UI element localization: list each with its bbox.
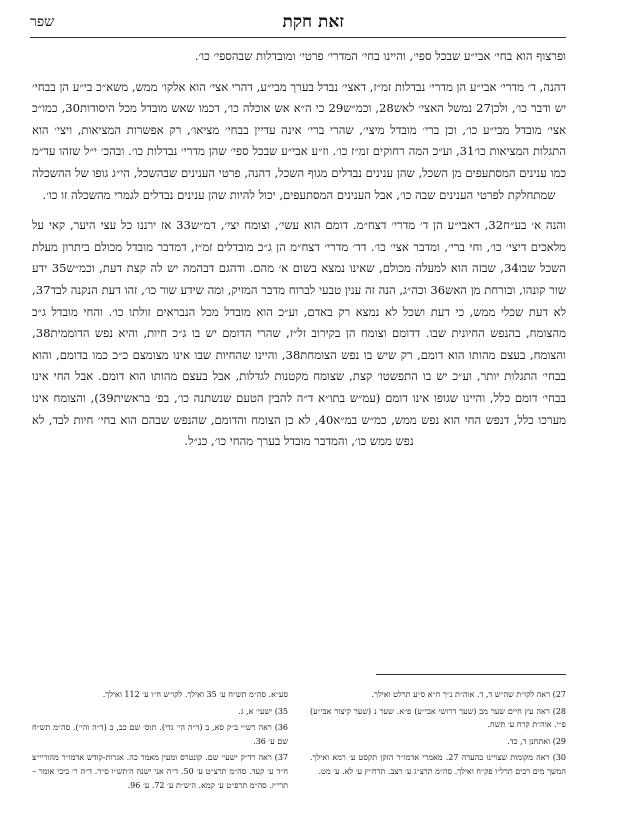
- footnote-rule: [376, 674, 566, 675]
- header-rule: [30, 37, 566, 38]
- paragraph-2: דהנה, ד׳ מדרי׳ אבי״ע הן מדרי׳ נבדלות זמ״ז, דאצי׳ נבדל בערך מבי״ע, דהרי אצי׳ הוא אלקו׳ ממש, משא״כ בי״ע הן בבחי׳ יש ודבר כו׳, ולכן27 נמשל האצי׳ לאש28, וכמ״ש29 כי ה״א אש אוכלה כו׳, דכמו שאש מובדל מכל היסודות30, כמו״כ אצי׳ מובדל מבי״ע כו׳, וכן ברי׳ מובדל מיצי׳, שהרי ברי׳ אינה עדיין בבחי׳ מציאו׳, רק אפשרות המציאות, ויצי׳ הוא התגלות המציאות כו׳31, וע״כ המה רחוקים זמ״ז כו׳. וז״ע אבי״ע שבכל ספי׳ שהן מדרי׳ נבדלות כו׳. ובהכ׳ י״ל שזהו עד״מ כמו ענינים המסתעפים מן השכל, שהן ענינים נבדלים מגוף השכל, דהנה, פרטי הענינים שבהשכל, הי״ג גופו של ההשכלה שמתחלקת לפרטי הענינים שבה כו׳, אבל הענינים המסתעפים, יכול להיות שהן ענינים נבדלים לגמרי מהשכלה זו כו׳.: [32, 79, 566, 202]
- footnote: סע״א. סה״מ תש״ח ע׳ 35 ואילך. לקו״ש ח״ו ע׳ 112 ואילך.: [102, 690, 288, 699]
- footnote: 36) ראה רש״י ב״ק סא, ב (ד״ה הי׳ גדי). תוס׳ שם כב, ב (ד״ה והי׳). סה״מ תש״ח שם ע׳ 36.: [32, 723, 288, 746]
- footnote: 27) ראה לקו״ת שה״ש ד, ד. אוה״ת נ״ך ח״א ס״ע תרלט ואילך.: [371, 690, 566, 699]
- footnote: 30) ראה מקומות שצויינו בהערה 27. מאמרי אדמו״ר הזקן תקסט ע׳ רמא ואילך. המשך מים רבים תרל״ו פק״ח ואילך. סה״מ תרצ״ג ע׳ רצב. תרח״ץ ע׳ לא. ע׳ מט.: [310, 753, 566, 776]
- main-text: [32, 46, 566, 462]
- footnote-column-left: [32, 688, 288, 795]
- page-header: [30, 10, 564, 34]
- footnote: 29) ואתחנן ד, כד.: [507, 736, 566, 746]
- running-label: שפר: [30, 13, 55, 30]
- footnote-column-right: [310, 688, 566, 795]
- paragraph-3: והנה א׳ בע״ח32, דאבי״ע הן ד׳ מדרי׳ דצח״מ. דומם הוא עשי׳, וצומח יצי׳, דמ״ש33 אז ירננו כל עצי היער, קאי על מלאכים דיצי׳ כו׳, וחי ברי׳, ומדבר אצי׳ כו׳. דד׳ מדרי׳ דצח״מ הן ג״כ מובדלים זמ״ז, דמדבר מובדל מכולם ביתרון מעלת השכל שבו34, שבזה הוא למעלה מכולם, שאינו נמצא בשום א׳ מהם. ודהגם דבהמה יש לה קצת דעת, וכמ״ש35 ידע שור קונהו, ובורחת מן האש36 וכה״ג, הנה זה ענין טבעי לברוח מדבר המזיק, ומה שידע שור כו׳, זהו דעת הנקנה לבד37, לא דעת שכלי ממש, כי דעת ושכל לא נמצא רק באדם, וע״כ הוא מובדל מכל הנבראים זולתו כו׳. והחי מובדל ג״כ מהצומח, בהנפש החיונית שבו. דדומם וצומח הן בקירוב זל״ז, שהרי הדומם יש בו ג״כ חיות, והיא נפש הדוממית38, והצומח, בעצם מהותו הוא דומם, רק שיש בו נפש הצומחת38, והיינו שהחיות שבו אינו מצומצם כ״כ כמו בדומם, והוא בבחי׳ התגלות יותר, וע״כ יש בו התפשטו׳ קצת, שצומח מקטנות לגדלות, אבל בעצם מהותו הוא דומם. אבל החי אינו בבחי׳ דומם כלל, והיינו שגופו אינו דומם (עמ״ש בתו״א ד״ה להבין הטעם שנשתנה כו׳, בפ׳ בראשית39), והצומח אינו מערכו כלל, דנפש החי הוא נפש ממש, כמ״ש במ״א40, לא כן הצומח והדומם, שהנפש שבהם הוא בחי׳ חיות לבד, לא נפש ממש כו׳, והמדבר מובדל בערך מהחי כו׳, כנ״ל.: [32, 218, 566, 449]
- footnotes: [32, 688, 566, 795]
- footnote: 28) ראה עץ חיים שער מב (שער דרושי אבי״ע) פ״א. שער נ (שער קיצור אבי״ע) פ״י. אוה״ת קרח ע׳ תשח.: [310, 706, 566, 730]
- running-title: זאת חקת: [282, 12, 344, 32]
- footnote: 35) ישעי׳ א, ג.: [238, 706, 288, 716]
- paragraph-1: ופרצוף הוא בחי׳ אבי״ע שבכל ספי׳, והיינו בחי׳ המדרי׳ פרטי׳ ומובדלות שבהספי׳ כו׳.: [194, 49, 566, 63]
- footnote: 37) ראה רד״ק ישעי׳ שם. קונטרס ומעין מאמר כה. אגרות-קודש אדמו״ר מהוריי״צ ח״ד ע׳ קעד. סה״מ תרצ״ט ע׳ 50. ד״ה אני ישנה ה׳תש״ו ס״ד. ד״ה ר׳ ביבי אומר – תרי״ז. סה״מ תרפ״ט ע׳ קמא. ה׳ש״ת ע׳ 72. ע׳ 96.: [32, 753, 288, 790]
